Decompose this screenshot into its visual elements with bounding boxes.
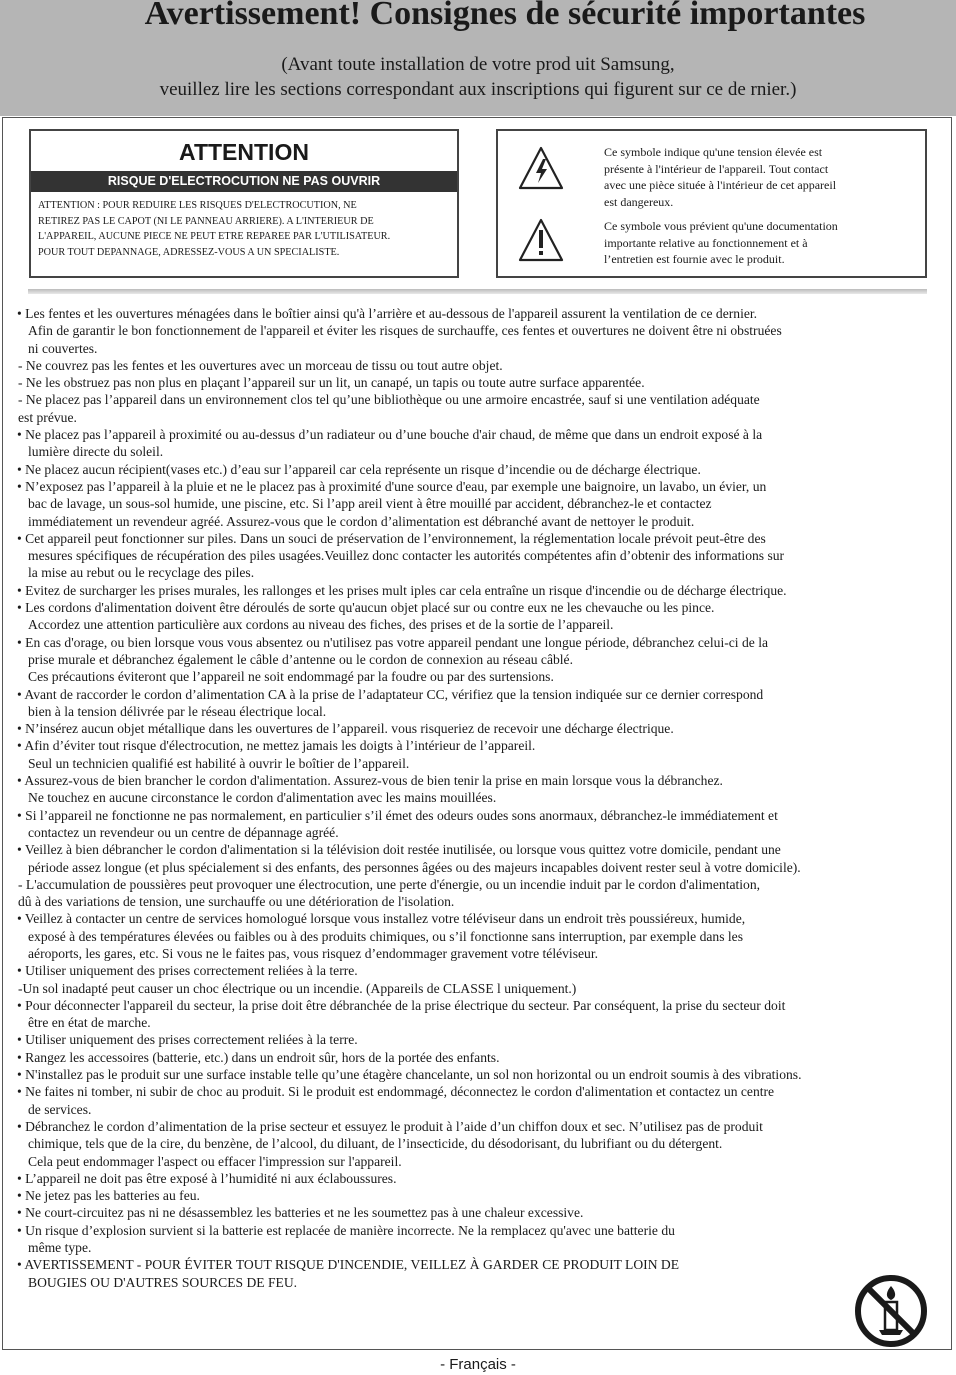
continuation-line: Ces précautions éviteront que l’appareil ne soit endommagé par la foudre ou par des surtensions. (28, 669, 554, 685)
page-title: Avertissement! Consignes de sécurité importantes (144, 0, 866, 32)
continuation-line: de services. (28, 1101, 92, 1117)
continuation-line: Seul un technicien qualifié est habilité à ouvrir le boîtier de l’appareil. (28, 755, 410, 771)
voltage-line: Ce symbole indique qu'une tension élevée est (604, 145, 823, 159)
voltage-symbol-description (604, 144, 904, 210)
sub-item: - Ne les obstruez pas non plus en plaçant l’appareil sur un lit, un canapé, un tapis ou toute autre surface apparentée. (18, 375, 645, 391)
page-footer: - Français - (440, 1356, 516, 1373)
voltage-line: présente à l'intérieur de l'appareil. Tout contact (604, 161, 829, 176)
attention-line: ATTENTION : POUR REDUIRE LES RISQUES D'ELECTROCUTION, NE (38, 200, 357, 211)
subtitle-line-1: (Avant toute installation de votre prod uit Samsung, (281, 54, 675, 75)
voltage-line: avec une pièce située à l'intérieur de cet appareil (604, 178, 837, 192)
bullet-item: • Ne jetez pas les batteries au feu. (28, 1187, 928, 1204)
bullet-item: • Assurez-vous de bien brancher le cordon d'alimentation. Assurez-vous de bien tenir la prise en main lorsque vous la débranchez. (28, 772, 928, 789)
continuation-line: mesures spécifiques de récupération des piles usagées.Veuillez donc contacter les autorités compétentes afin d’obtenir des informations sur (28, 548, 785, 564)
documentation-symbol-description (604, 218, 904, 268)
bullet-item: • AVERTISSEMENT - POUR ÉVITER TOUT RISQUE D'INCENDIE, VEILLEZ À GARDER CE PRODUIT LOIN DE (28, 1256, 928, 1273)
bullet-item: • Utiliser uniquement des prises correctement reliées à la terre. (28, 962, 928, 979)
safety-instructions (18, 305, 928, 1291)
continuation-line: Cela peut endommager l'aspect ou effacer l'impression sur l'appareil. (28, 1153, 402, 1169)
attention-line: POUR TOUT DEPANNAGE, ADRESSEZ-VOUS A UN SPECIALISTE. (38, 246, 340, 258)
page-subtitle (0, 52, 956, 102)
attention-line: RETIREZ PAS LE CAPOT (NI LE PANNEAU ARRIERE). A L'INTERIEUR DE (38, 215, 374, 227)
bullet-item: • N’exposez pas l’appareil à la pluie et ne le placez pas à proximité d'une source d'eau, par exemple une baignoire, un lavabo, un évier, un (28, 478, 928, 495)
subtitle-line-2: veuillez lire les sections correspondant aux inscriptions qui figurent sur ce de rnier.) (159, 79, 797, 100)
continuation-line: contactez un revendeur ou un centre de dépannage agréé. (28, 824, 339, 840)
sub-item: - Ne placez pas l’appareil dans un environnement clos tel qu’une bibliothèque ou une armoire encastrée, sauf si une ventilation adéquate (18, 392, 760, 408)
bullet-item: • Utiliser uniquement des prises correctement reliées à la terre. (28, 1031, 928, 1048)
continuation-line: chimique, tels que de la cire, du benzène, de l’alcool, du diluant, de l’insecticide, du désodorisant, du lubrifiant ou du détergent. (28, 1136, 723, 1152)
bullet-item: • Evitez de surcharger les prises murales, les rallonges et les prises mult iples car cela entraîne un risque d'incendie ou de décharge électrique. (28, 582, 928, 599)
sub-item: -Un sol inadapté peut causer un choc électrique ou un incendie. (Appareils de CLASSE l uniquement.) (18, 980, 577, 996)
no-candle-icon (854, 1274, 928, 1348)
section-divider (28, 289, 927, 294)
continuation-line: prise murale et débranchez également le câble d’antenne ou le cordon de connexion au réseau câblé. (28, 651, 573, 667)
attention-banner: RISQUE D'ELECTROCUTION NE PAS OUVRIR (31, 171, 457, 192)
bullet-item: • L’appareil ne doit pas être exposé à l’humidité ni aux éclaboussures. (28, 1170, 928, 1187)
doc-line: importante relative au fonctionnement et à (604, 235, 808, 250)
bullet-item: • Débranchez le cordon d’alimentation de la prise secteur et essuyez le produit à l’aide d’un chiffon doux et sec. N’utilisez pas de produit (28, 1118, 928, 1135)
continuation-line: lumière directe du soleil. (28, 444, 164, 460)
continuation-line: ni couvertes. (28, 340, 98, 356)
voltage-line: est dangereux. (604, 194, 674, 209)
sub-item: - Ne couvrez pas les fentes et les ouvertures avec un morceau de tissu ou tout autre objet. (18, 357, 503, 373)
continuation-line: période assez longue (et plus spécialement si des enfants, des personnes âgées ou des majeurs incapables doivent rester seul à votre domicile). (28, 859, 801, 875)
bullet-item: • Si l’appareil ne fonctionne ne pas normalement, en particulier s’il émet des odeurs oudes sons anormaux, débranchez-le immédiatement et (28, 807, 928, 824)
bullet-item: • Les fentes et les ouvertures ménagées dans le boîtier ainsi qu'à l’arrière et au-dessous de l'appareil assurent la ventilation de ce dernier. (28, 305, 928, 322)
continuation-line: même type. (28, 1240, 92, 1256)
symbols-box (496, 129, 927, 278)
attention-line: L'APPAREIL, AUCUNE PIECE NE PEUT ETRE REPAREE PAR L'UTILISATEUR. (38, 231, 391, 242)
doc-line: Ce symbole vous prévient qu'une documentation (604, 219, 838, 233)
exclamation-warning-icon (518, 218, 564, 262)
lightning-warning-icon (518, 146, 564, 190)
sub-item: est prévue. (18, 409, 77, 425)
bullet-item: • Afin d’éviter tout risque d'électrocution, ne mettez jamais les doigts à l’intérieur de l’appareil. (28, 737, 928, 754)
bullet-item: • Ne placez aucun récipient(vases etc.) d’eau sur l’appareil car cela représente un risque d’incendie ou de décharge électrique. (28, 461, 928, 478)
instruction-list (18, 305, 928, 1291)
continuation-line: Afin de garantir le bon fonctionnement de l'appareil et éviter les risques de surchauffe, ces fentes et ouvertures ne doivent être ni obstruées (28, 323, 782, 339)
bullet-item: • Cet appareil peut fonctionner sur piles. Dans un souci de préservation de l’environnement, la réglementation locale prévoit peut-être des (28, 530, 928, 547)
continuation-line: bac de lavage, un sous-sol humide, une piscine, etc. Si l’app areil vient à être mouillé par accident, débranchez-le et contactez (28, 496, 712, 512)
continuation-line: BOUGIES OU D'AUTRES SOURCES DE FEU. (28, 1274, 298, 1290)
attention-text (38, 198, 451, 260)
bullet-item: • Les cordons d'alimentation doivent être déroulés de sorte qu'aucun objet placé sur ou contre eux ne les chevauche ou les pince. (28, 599, 928, 616)
continuation-line: Accordez une attention particulière aux cordons au niveau des fiches, des prises et de la sortie de l’appareil. (28, 617, 614, 633)
attention-box (29, 129, 459, 278)
bullet-item: • Ne faites ni tomber, ni subir de choc au produit. Si le produit est endommagé, déconnectez le cordon d'alimentation et contactez un centre (28, 1083, 928, 1100)
bullet-item: • Veillez à contacter un centre de services homologué lorsque vous installez votre téléviseur dans un endroit très poussiéreux, humide, (28, 910, 928, 927)
continuation-line: aéroports, les gares, etc. Si vous ne le faites pas, vous risquez d’endommager gravement votre téléviseur. (28, 945, 599, 961)
bullet-item: • Rangez les accessoires (batterie, etc.) dans un endroit sûr, hors de la portée des enfants. (28, 1049, 928, 1066)
continuation-line: la mise au rebut ou le recyclage des piles. (28, 565, 255, 581)
continuation-line: bien à la tension délivrée par le réseau électrique local. (28, 703, 327, 719)
continuation-line: exposé à des températures élevées ou faibles ou à des produits chimiques, ou s’il fonctionne sans interruption, par exemple dans les (28, 928, 743, 944)
bullet-item: • Ne court-circuitez pas ni ne désassemblez les batteries et ne les soumettez pas à une chaleur excessive. (28, 1204, 928, 1221)
continuation-line: Ne touchez en aucune circonstance le cordon d'alimentation avec les mains mouillées. (28, 790, 497, 806)
attention-title: ATTENTION (179, 139, 309, 165)
sub-item: - L'accumulation de poussières peut provoquer une électrocution, une perte d'énergie, ou un incendie induit par le cordon d'alimentation, (18, 876, 761, 892)
bullet-item: • N’insérez aucun objet métallique dans les ouvertures de l’appareil. vous risqueriez de recevoir une décharge électrique. (28, 720, 928, 737)
bullet-item: • Avant de raccorder le cordon d’alimentation CA à la prise de l’adaptateur CC, vérifiez que la tension indiquée sur ce dernier correspond (28, 686, 928, 703)
sub-item: dû à des variations de tension, une surchauffe ou une détérioration de l'isolation. (18, 894, 455, 910)
continuation-line: immédiatement un revendeur agréé. Assurez-vous que le cordon d’alimentation est débranché avant de nettoyer le produit. (28, 513, 695, 529)
bullet-item: • Veillez à bien débrancher le cordon d'alimentation si la télévision doit restée inutilisée, ou lorsque vous quittez votre domicile, pendant une (28, 841, 928, 858)
header-band (0, 0, 956, 116)
bullet-item: • Ne placez pas l’appareil à proximité ou au-dessus d’un radiateur ou d’une bouche d'air chaud, de même que dans un endroit exposé à la (28, 426, 928, 443)
bullet-item: • En cas d'orage, ou bien lorsque vous vous absentez ou n'utilisez pas votre appareil pendant une longue période, débranchez celui-ci de la (28, 634, 928, 651)
bullet-item: • Pour déconnecter l'appareil du secteur, la prise doit être débranchée de la prise électrique du secteur. Par conséquent, la prise du secteur doit (28, 997, 928, 1014)
continuation-line: être en état de marche. (28, 1015, 151, 1031)
bullet-item: • N'installez pas le produit sur une surface instable telle qu’une étagère chancelante, un sol non horizontal ou un endroit soumis à des vibrations. (28, 1066, 928, 1083)
doc-line: l’entretien est fournie avec le produit. (604, 252, 785, 266)
bullet-item: • Un risque d’explosion survient si la batterie est replacée de manière incorrecte. Ne la remplacez qu'avec une batterie du (28, 1222, 928, 1239)
